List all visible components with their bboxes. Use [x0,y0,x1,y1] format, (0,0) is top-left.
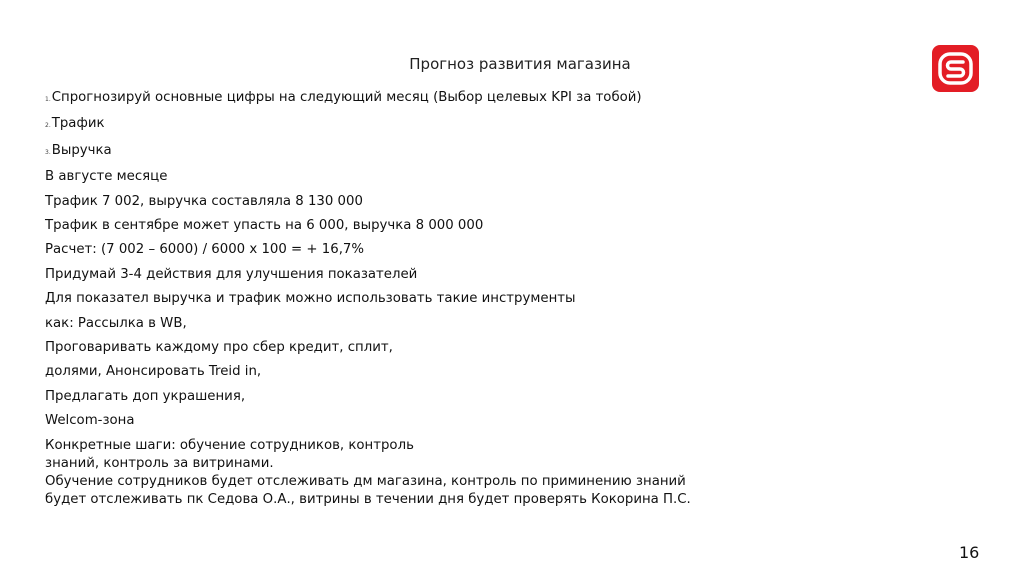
text-line: Расчет: (7 002 – 6000) / 6000 х 100 = + 16,7% [45,242,365,258]
numbered-item-1 [45,86,945,112]
paragraph-line: Обучение сотрудников будет отслеживать дм магазина, контроль по приминению знаний [45,473,686,489]
text-line: Проговаривать каждому про сбер кредит, сплит, [45,340,393,356]
item-text: Трафик [51,116,105,132]
s-logo-icon [932,45,979,92]
paragraph-line: будет отслеживать пк Седова О.А., витрины в течении дня будет проверять Кокорина П.С. [45,491,691,507]
paragraph-line: знаний, контроль за витринами. [45,455,274,471]
slide-title: Прогноз развития магазина [409,55,631,73]
text-line: долями, Анонсировать Treid in, [45,364,262,380]
text-line: Придумай 3-4 действия для улучшения показателей [45,266,418,282]
text-line: Для показател выручка и трафик можно использовать такие инструменты [45,291,576,307]
item-text: Выручка [51,142,112,158]
text-line: Welcom-зона [45,413,135,429]
numbered-item-2 [45,112,945,138]
text-line: Трафик в сентябре может упасть на 6 000, выручка 8 000 000 [45,218,484,234]
text-line: В августе месяце [45,169,168,185]
brand-s-logo [932,45,979,92]
item-number: 3. [45,148,51,156]
text-line: Предлагать доп украшения, [45,388,246,404]
text-line: Трафик 7 002, выручка составляла 8 130 000 [45,193,363,209]
text-line: как: Рассылка в WB, [45,315,187,331]
item-number: 1. [45,96,51,103]
slide-body [45,86,945,509]
numbered-item-3 [45,139,945,165]
item-number: 2. [45,122,51,130]
item-text: Спрогнозируй основные цифры на следующий месяц (Выбор целевых KPI за тобой) [51,90,642,105]
paragraph-line: Конкретные шаги: обучение сотрудников, контроль [45,437,414,453]
page-number: 16 [959,543,980,562]
